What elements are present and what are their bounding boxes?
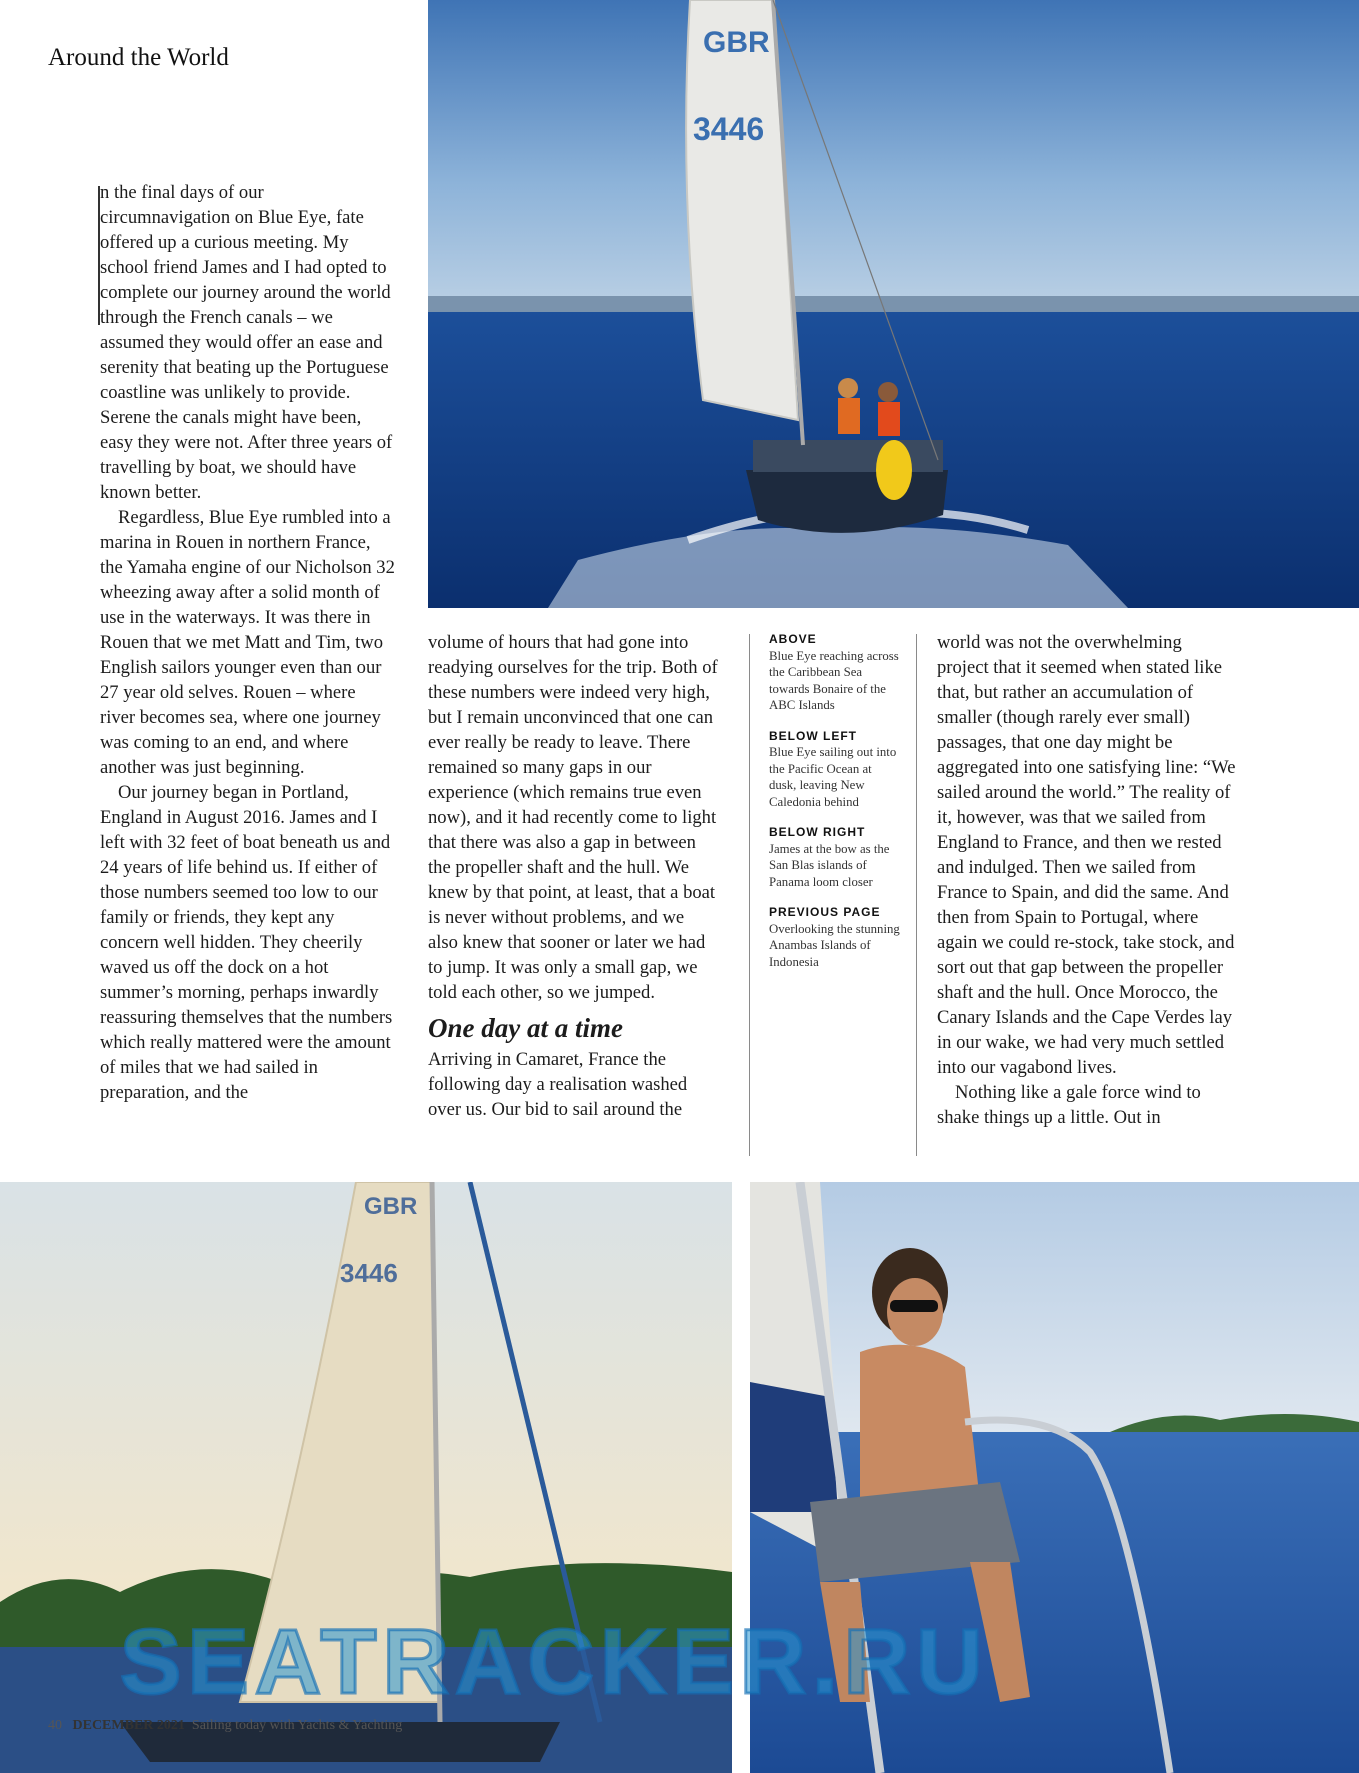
sail-number-left: 3446 (340, 1258, 398, 1288)
watermark: SEATRACKER.RU (120, 1611, 989, 1713)
caption-heading: BELOW LEFT (769, 728, 857, 743)
caption-rule-left (749, 634, 750, 1156)
publication-name: Sailing today with Yachts & Yachting (191, 1718, 403, 1733)
caption-heading: ABOVE (769, 632, 817, 646)
paragraph-3: Our journey began in Portland, England in August 2016. James and I left with 32 feet of boat beneath us and 24 years of life behind us. If either of those numbers seemed too low to our family or friends, they kept any concern well hidden. They cheerily waved us off the dock on a hot summer’s morning, perhaps inwardly reassuring themselves that the numbers which really mattered were the amount of miles that we had sailed in preparation, and the (100, 782, 393, 1103)
caption-below-left (769, 728, 901, 811)
caption-text: Blue Eye reaching across the Caribbean Sea towards Bonaire of the ABC Islands (769, 648, 899, 712)
caption-rule-right (916, 634, 917, 1156)
caption-text: Blue Eye sailing out into the Pacific Ocean at dusk, leaving New Caledonia behind (769, 745, 897, 809)
paragraph-7: Nothing like a gale force wind to shake things up a little. Out in (937, 1082, 1201, 1128)
caption-above (769, 631, 901, 714)
caption-text: Overlooking the stunning Anambas Islands of Indonesia (769, 921, 900, 969)
photo-above (428, 0, 1359, 608)
sail-number-top: 3446 (693, 111, 765, 147)
paragraph-2: Regardless, Blue Eye rumbled into a marina in Rouen in northern France, the Yamaha engine of our Nicholson 32 wheezing away after a solid month of use in the waterways. It was there in Rouen that we met Matt and Tim, two English sailors younger even than our 27 year old selves. Rouen – where river becomes sea, where one journey was coming to an end, and where another was just beginning. (100, 507, 395, 778)
photo-captions (769, 631, 901, 984)
subheading: One day at a time (428, 1013, 623, 1043)
paragraph-5: Arriving in Camaret, France the following day a realisation washed over us. Our bid to sail around the (428, 1049, 688, 1120)
lead-paragraph: n the final days of our circumnavigation on Blue Eye, fate offered up a curious meeting. My school friend James and I had opted to complete our journey around the world through the French canals – we assumed they would offer an ease and serenity that beating up the Portuguese coastline was unlikely to provide. Serene the canals might have been, easy they were not. After three years of travelling by boat, we should have known better. (100, 182, 393, 503)
body-column-2 (428, 630, 718, 1122)
caption-heading: BELOW RIGHT (769, 825, 866, 839)
lead-paragraph-wrap (100, 180, 395, 505)
sail-letters-top: GBR (703, 26, 770, 59)
paragraph-4: volume of hours that had gone into readying ourselves for the trip. Both of these numbers were indeed very high, but I remain unconvinced that one can ever really be ready to leave. There remained so many gaps in our experience (which remains true even now), and it had recently come to light that there was also a gap in between the propeller shaft and the hull. We knew by that point, at least, that a boat is never without problems, and we also knew that sooner or later we had to jump. It was only a small gap, we told each other, so we jumped. (428, 632, 718, 1003)
body-column-1 (100, 180, 395, 1105)
caption-text: James at the bow as the San Blas islands of Panama loom closer (769, 841, 890, 889)
caption-previous-page (769, 904, 901, 970)
page-footer (48, 1718, 402, 1734)
drop-cap-rule (98, 186, 100, 325)
caption-below-right (769, 824, 901, 890)
sail-letters-left: GBR (364, 1193, 418, 1220)
section-label: Around the World (48, 44, 229, 71)
issue-date: DECEMBER 2021 (72, 1718, 185, 1733)
body-column-3 (937, 630, 1237, 1130)
paragraph-6: world was not the overwhelming project that it seemed when stated like that, but rather an accumulation of smaller (though rarely ever small) passages, that one day might be aggregated into one satisfying line: “We sailed around the world.” The reality of it, however, was that we sailed from England to France, and then we rested and indulged. Then we sailed from France to Spain, and did the same. And then from Spain to Portugal, where again we could re-stock, take stock, and sort out that gap between the propeller shaft and the hull. Once Morocco, the Canary Islands and the Cape Verdes lay in our wake, we had very much settled into our vagabond lives. (937, 632, 1236, 1078)
photo-above-illustration (428, 0, 1359, 608)
caption-heading: PREVIOUS PAGE (769, 905, 881, 919)
page-number: 40 (48, 1718, 62, 1733)
